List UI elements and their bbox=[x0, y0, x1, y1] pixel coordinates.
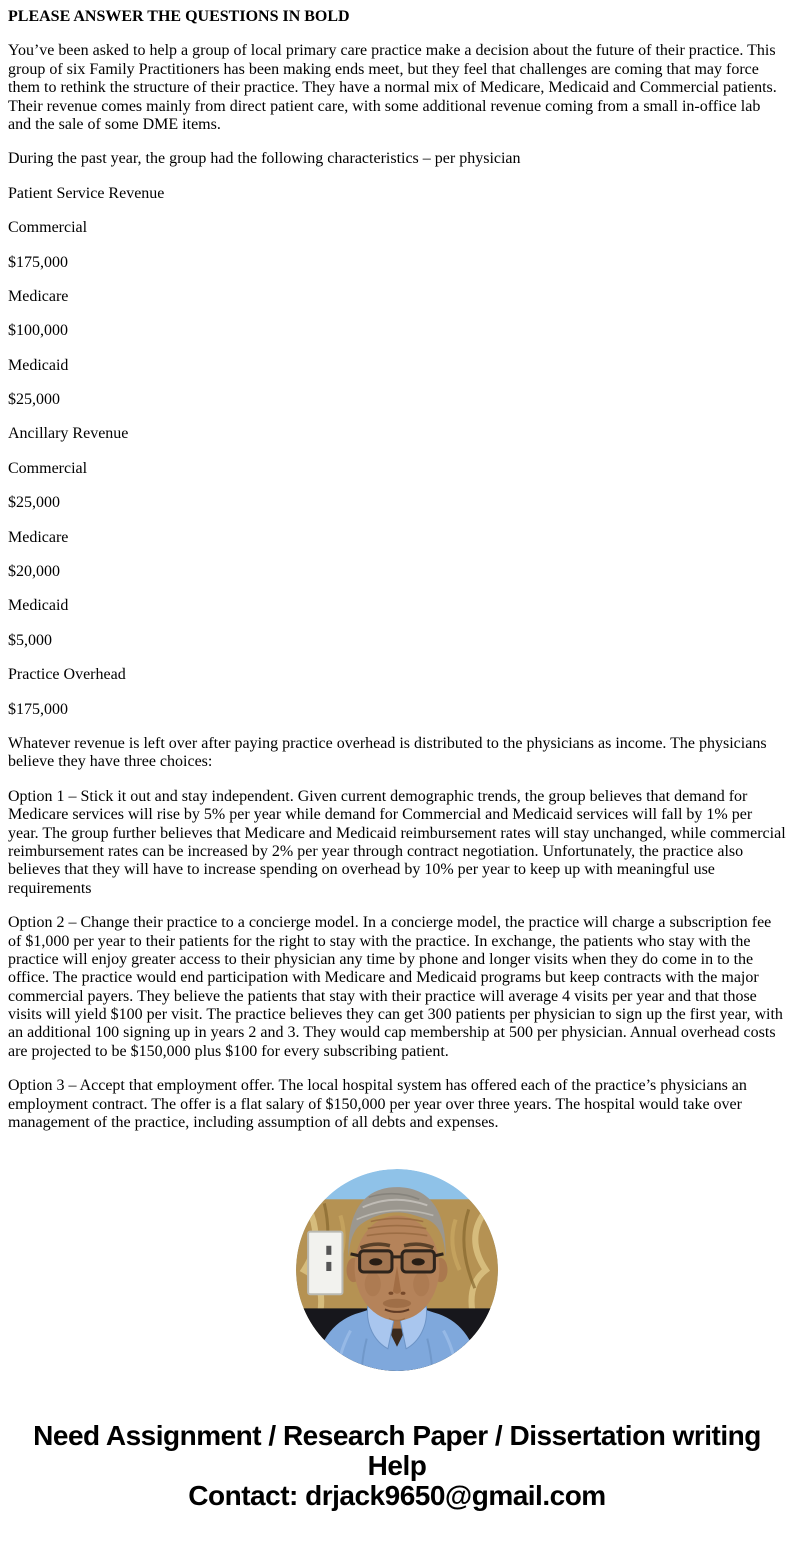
revenue-line-ancillary-header: Ancillary Revenue bbox=[8, 425, 129, 443]
revenue-line-overhead-value: $175,000 bbox=[8, 700, 68, 718]
intro-paragraph: You’ve been asked to help a group of local primary care practice make a decision about the future of their practice. This group of six Family Practitioners has been making ends meet, but they feel that challenges are coming that may force them to rethink the structure of their practice. They have a normal mix of Medicare, Medicaid and Commercial patients. Their revenue comes mainly from direct patient care, with some additional revenue coming from a small in-office lab and the sale of some DME items. bbox=[8, 42, 777, 133]
revenue-line-overhead-label: Practice Overhead bbox=[8, 666, 126, 684]
revenue-line-ancillary-medicare-value: $20,000 bbox=[8, 563, 60, 581]
characteristics-intro: During the past year, the group had the following characteristics – per physician bbox=[8, 150, 521, 168]
footer-heading bbox=[8, 1421, 786, 1541]
revenue-line-commercial-value: $175,000 bbox=[8, 253, 68, 271]
revenue-line-patient-service-header: Patient Service Revenue bbox=[8, 184, 165, 202]
revenue-line-commercial-label: Commercial bbox=[8, 219, 88, 237]
revenue-line-medicaid-value: $25,000 bbox=[8, 391, 60, 409]
revenue-line-medicare-label: Medicare bbox=[8, 287, 69, 305]
revenue-line-ancillary-medicaid-value: $5,000 bbox=[8, 631, 52, 649]
footer-contact-email: Contact: drjack9650@gmail.com bbox=[188, 1480, 606, 1512]
avatar-section bbox=[8, 1169, 786, 1371]
avatar bbox=[296, 1169, 498, 1371]
option-2-paragraph: Option 2 – Change their practice to a concierge model. In a concierge model, the practice will charge a subscription fee of $1,000 per year to their patients for the right to stay with the practice. In exchange, the patients who stay with the practice will enjoy greater access to their physician any time by phone and longer visits when they do come in to the office. The practice would end participation with Medicare and Medicaid programs but keep contracts with the major commercial payers. They believe the patients that stay with their practice will average 4 visits per year and that those visits will yield $100 per visit. The practice believes they can get 300 patients per physician to sign up the first year, with an additional 100 signing up in years 2 and 3. They would cap membership at 500 per physician. Annual overhead costs are projected to be $150,000 plus $100 for every subscribing patient. bbox=[8, 914, 783, 1060]
revenue-line-ancillary-commercial-value: $25,000 bbox=[8, 494, 60, 512]
revenue-line-ancillary-medicare-label: Medicare bbox=[8, 528, 69, 546]
man-portrait-photo-icon bbox=[296, 1169, 498, 1371]
distribution-note: Whatever revenue is left over after paying practice overhead is distributed to the physicians as income. The physicians believe they have three choices: bbox=[8, 734, 767, 771]
option-1-paragraph: Option 1 – Stick it out and stay independent. Given current demographic trends, the group believes that demand for Medicare services will rise by 5% per year while demand for Commercial and Medicaid services will fall by 1% per year. The group further believes that Medicare and Medicaid reimbursement rates will stay unchanged, while commercial reimbursement rates can be increased by 2% per year through contract negotiation. Unfortunately, the practice also believes that they will have to increase spending on overhead by 10% per year to keep up with meaningful use requirements bbox=[8, 787, 786, 897]
revenue-line-medicaid-label: Medicaid bbox=[8, 356, 69, 374]
footer-help-text: Need Assignment / Research Paper / Dissertation writing Help bbox=[33, 1420, 761, 1482]
option-3-paragraph: Option 3 – Accept that employment offer. The local hospital system has offered each of the practice’s physicians an employment contract. The offer is a flat salary of $150,000 per year over three years. The hospital would take over management of the practice, including assumption of all debts and expenses. bbox=[8, 1077, 747, 1132]
revenue-line-ancillary-medicaid-label: Medicaid bbox=[8, 597, 69, 615]
page-title: PLEASE ANSWER THE QUESTIONS IN BOLD bbox=[8, 8, 350, 25]
revenue-line-ancillary-commercial-label: Commercial bbox=[8, 459, 88, 477]
revenue-line-medicare-value: $100,000 bbox=[8, 322, 68, 340]
